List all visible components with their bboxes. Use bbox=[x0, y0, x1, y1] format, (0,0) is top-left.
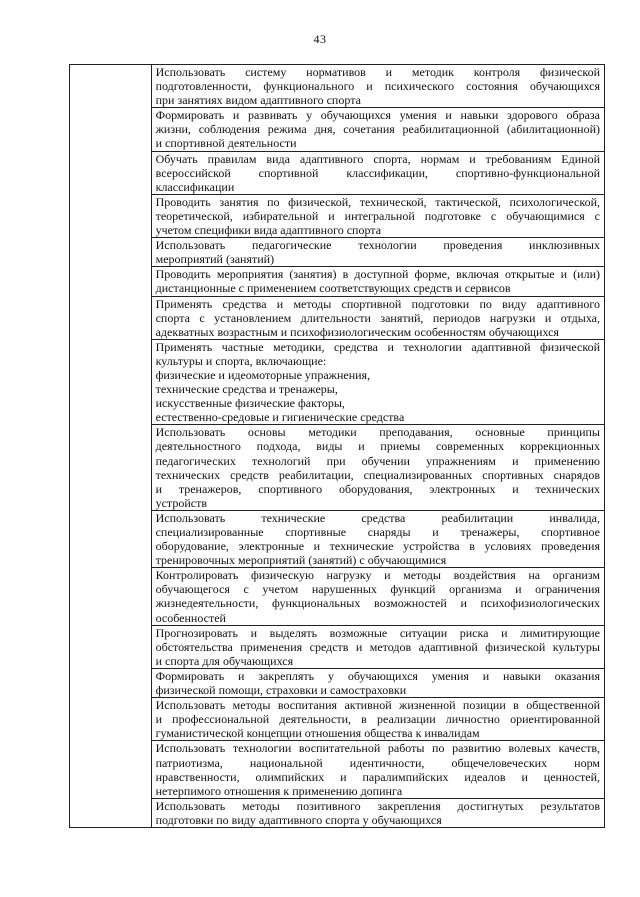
skill-text-line: классификации bbox=[155, 179, 235, 194]
skill-text-line: жизнедеятельности, функциональных возможностей и психофизиологических bbox=[155, 596, 600, 611]
skills-table bbox=[69, 64, 605, 828]
skill-text-line: при занятиях видом адаптивного спорта bbox=[155, 93, 361, 108]
skill-cell bbox=[151, 194, 604, 237]
page-number: 43 bbox=[313, 32, 327, 46]
skill-cell bbox=[151, 151, 604, 194]
skill-text-line: педагогических технологий при обучении упражнениям и применению bbox=[155, 453, 600, 468]
skill-text-line: технические средства и тренажеры, bbox=[155, 382, 338, 397]
skill-text-line: Применять частные методики, средства и технологии адаптивной физической bbox=[155, 339, 600, 354]
skill-cell bbox=[151, 798, 604, 827]
skill-text-line: Обучать правилам вида адаптивного спорта, нормам и требованиям Единой bbox=[155, 151, 600, 166]
skill-text-line: физической помощи, страховки и самостраховки bbox=[155, 683, 407, 698]
skill-text-line: патриотизма, национальной идентичности, общечеловеческих норм bbox=[155, 755, 600, 770]
skill-cell bbox=[151, 698, 604, 741]
skill-text-line: обстоятельства применения средств и методов адаптивной физической культуры bbox=[155, 639, 600, 654]
skill-text-line: оборудование, электронные и технические устройства в условиях проведения bbox=[155, 539, 600, 554]
skill-cell bbox=[151, 625, 604, 668]
skill-text-line: тренировочных мероприятий (занятий) с обучающимися bbox=[155, 553, 447, 568]
skill-cell bbox=[151, 510, 604, 567]
skill-text-line: Применять средства и методы спортивной подготовки по виду адаптивного bbox=[155, 296, 600, 311]
skill-text-line: жизни, соблюдения режима дня, сочетания реабилитационной (абилитационной) bbox=[155, 122, 600, 137]
skill-cell bbox=[151, 741, 604, 798]
skill-text-line: всероссийской спортивной классификации, спортивно-функциональной bbox=[155, 165, 600, 180]
skill-text-line: Проводить занятия по физической, технической, тактической, психологической, bbox=[155, 194, 600, 209]
skill-text-line: Формировать и развивать у обучающихся умения и навыки здорового образа bbox=[155, 108, 600, 123]
skill-text-line: Использовать методы позитивного закрепления достигнутых результатов bbox=[155, 798, 600, 813]
skill-text-line: дистанционные с применением соответствующих средств и сервисов bbox=[155, 281, 511, 296]
skill-text-line: Использовать методы воспитания активной жизненной позиции в общественной bbox=[155, 698, 600, 713]
skill-text-line: устройств bbox=[155, 495, 207, 510]
skill-text-line: Формировать и закреплять у обучающихся умения и навыки оказания bbox=[155, 668, 600, 683]
skill-text-line: и спорта для обучающихся bbox=[155, 653, 294, 668]
skill-text-line: и тренажеров, спортивного оборудования, электронных и технических bbox=[155, 481, 600, 496]
skill-text-line: подготовленности, функционального и психического состояния обучающихся bbox=[155, 79, 600, 94]
skill-text-line: Использовать систему нормативов и методик контроля физической bbox=[155, 65, 600, 79]
skill-cell bbox=[151, 668, 604, 697]
skill-text-line: Контролировать физическую нагрузку и методы воздействия на организм bbox=[155, 568, 600, 583]
skill-cell bbox=[151, 425, 604, 511]
skill-text-line: нетерпимого отношения к применению допинга bbox=[155, 783, 403, 798]
skill-text-line: особенностей bbox=[155, 610, 226, 625]
skill-text-line: нравственности, олимпийских и паралимпийских идеалов и ценностей, bbox=[155, 769, 600, 784]
skill-text-line: обучающегося с учетом нарушенных функций организма и ограничения bbox=[155, 582, 600, 597]
skill-text-line: Использовать педагогические технологии проведения инклюзивных bbox=[155, 238, 600, 253]
skill-cell bbox=[151, 238, 604, 267]
empty-left-cell bbox=[70, 65, 152, 828]
skill-text-line: Использовать технические средства реабилитации инвалида, bbox=[155, 510, 600, 525]
skill-text-line: мероприятий (занятий) bbox=[155, 252, 275, 267]
skill-text-line: Прогнозировать и выделять возможные ситуации риска и лимитирующие bbox=[155, 625, 600, 640]
skill-text-line: Использовать основы методики преподавания, основные принципы bbox=[155, 425, 600, 440]
skills-table-body bbox=[70, 65, 605, 828]
skill-text-line: Проводить мероприятия (занятия) в доступной форме, включая открытые и (или) bbox=[155, 267, 600, 282]
skill-text-line: деятельностного подхода, виды и приемы современных коррекционных bbox=[155, 439, 600, 454]
skill-text-line: естественно-средовые и гигиенические средства bbox=[155, 410, 405, 425]
skill-text-line: теоретической, избирательной и интегральной подготовке с обучающимися с bbox=[155, 208, 600, 223]
skill-text-line: спорта с установлением длительности занятий, периодов нагрузки и отдыха, bbox=[155, 310, 600, 325]
skill-text-line: гуманистической концепции отношения общества к инвалидам bbox=[155, 726, 480, 741]
skill-text-line: подготовки по виду адаптивного спорта у обучающихся bbox=[155, 812, 442, 827]
skill-text-line: специализированные спортивные снаряды и тренажеры, спортивное bbox=[155, 525, 600, 539]
skill-cell bbox=[151, 568, 604, 625]
skill-text-line: адекватных возрастным и психофизиологическим особенностям обучающихся bbox=[155, 324, 559, 339]
table-row bbox=[70, 65, 605, 108]
skill-text-line: и спортивной деятельности bbox=[155, 136, 297, 151]
skill-cell bbox=[151, 108, 604, 151]
skill-cell bbox=[151, 339, 604, 425]
skill-text-line: физические и идеомоторные упражнения, bbox=[155, 367, 371, 382]
skill-text-line: Использовать технологии воспитательной работы по развитию волевых качеств, bbox=[155, 741, 600, 756]
skill-text-line: учетом специфики вида адаптивного спорта bbox=[155, 223, 382, 238]
skill-text-line: технических средств реабилитации, специализированных спортивных снарядов bbox=[155, 467, 600, 482]
skill-cell bbox=[151, 267, 604, 296]
skill-text-line: и профессиональной деятельности, в реализации личностно ориентированной bbox=[155, 712, 600, 727]
skill-cell bbox=[151, 296, 604, 339]
skill-text-line: искусственные физические факторы, bbox=[155, 396, 345, 411]
skill-text-line: культуры и спорта, включающие: bbox=[155, 353, 327, 368]
skill-cell bbox=[151, 65, 604, 108]
